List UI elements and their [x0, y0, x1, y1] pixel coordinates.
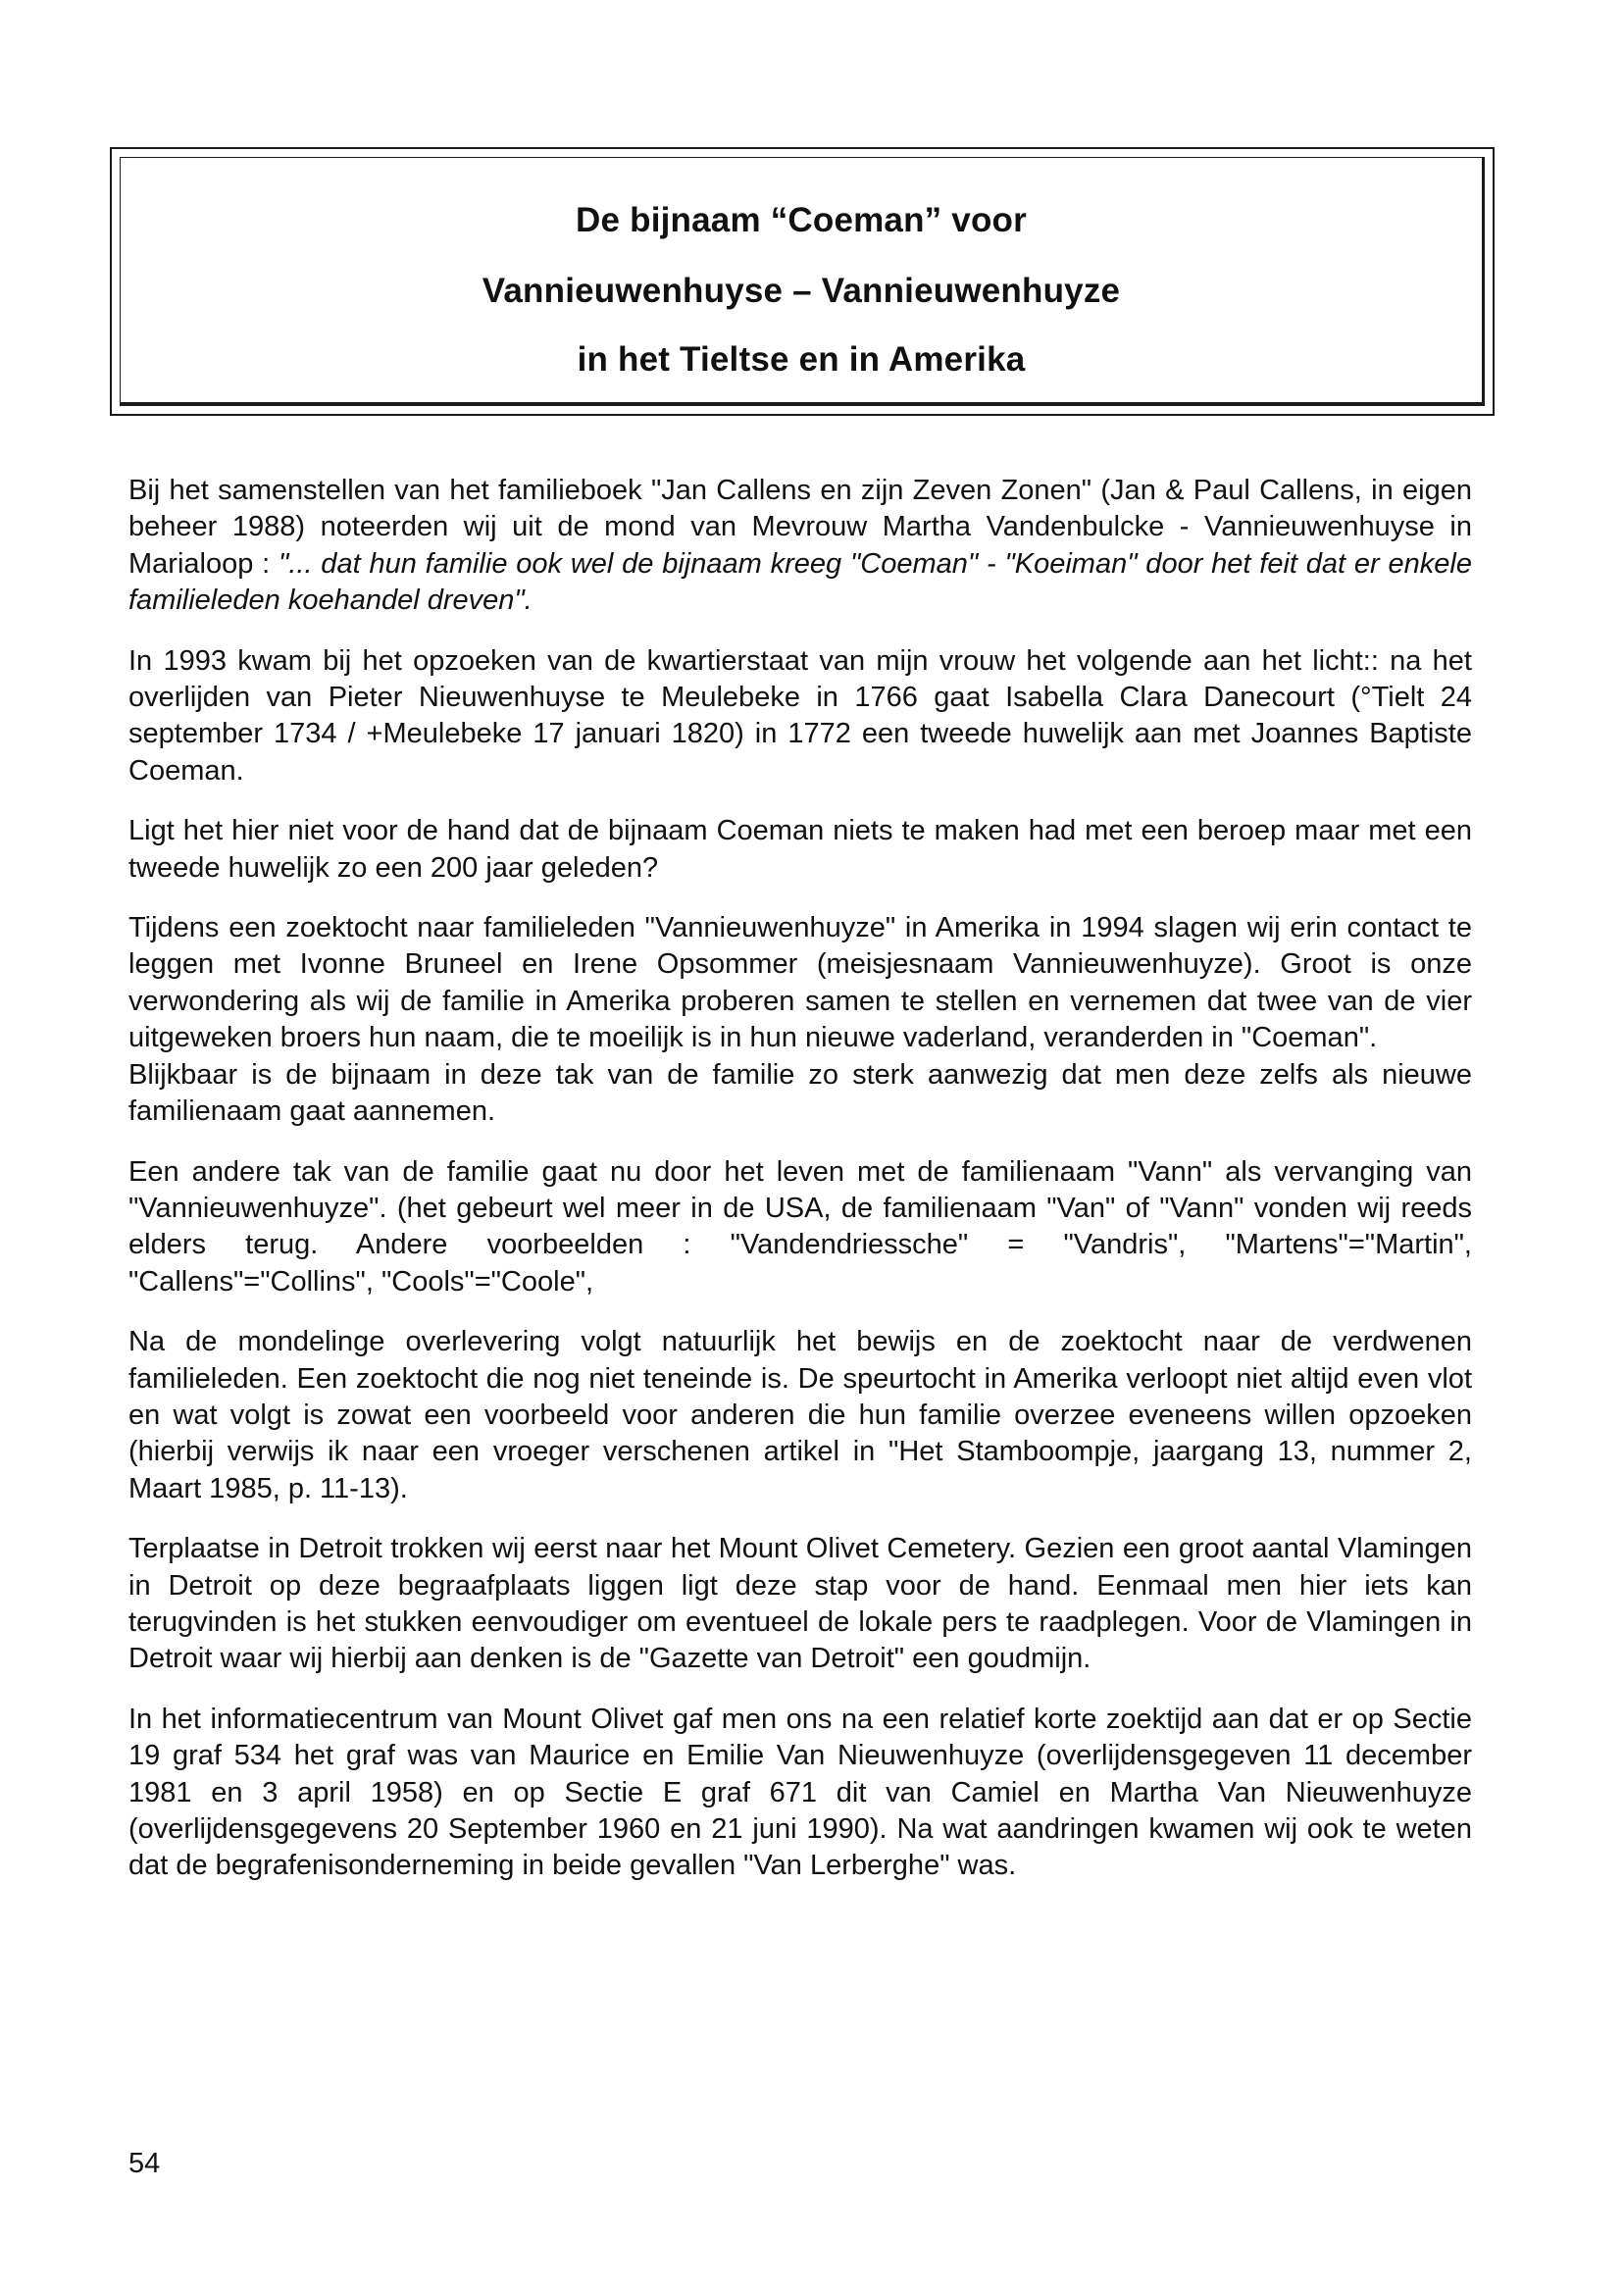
article-body [128, 473, 1472, 1909]
title-line-1: De bijnaam “Coeman” voor [576, 201, 1027, 239]
title-line-2: Vannieuwenhuyse – Vannieuwenhuyze [482, 272, 1121, 310]
paragraph-2: In 1993 kwam bij het opzoeken van de kwartierstaat van mijn vrouw het volgende aan het licht:: na het overlijden van Pieter Nieuwenhuyse te Meulebeke in 1766 gaat Isabella Clara Danecourt (°Tielt 24 september 1734 / +Meulebeke 17 januari 1820) in 1772 een tweede huwelijk aan met Joannes Baptiste Coeman. [128, 644, 1472, 787]
paragraph-4 [128, 910, 1472, 1130]
paragraph-3: Ligt het hier niet voor de hand dat de bijnaam Coeman niets te maken had met een beroep maar met een tweede huwelijk zo een 200 jaar geleden? [128, 815, 1472, 884]
paragraph-6: Na de mondelinge overlevering volgt natuurlijk het bewijs en de zoektocht naar de verdwenen familieleden. Een zoektocht die nog niet teneinde is. De speurtocht in Amerika verloopt niet altijd even vlot en wat volgt is zowat een voorbeeld voor anderen die hun familie overzee eveneens willen opzoeken (hierbij verwijs ik naar een vroeger verschenen artikel in "Het Stamboompje, jaargang 13, nummer 2, Maart 1985, p. 11-13). [128, 1326, 1472, 1504]
paragraph-1-text: Bij het samenstellen van het familieboek "Jan Callens en zijn Zeven Zonen" (Jan & Paul Callens, in eigen beheer 1988) noteerden wij uit de mond van Mevrouw Martha Vandenbulcke - Vannieuwenhuyse in Marialoop : [128, 475, 1472, 580]
paragraph-7: Terplaatse in Detroit trokken wij eerst naar het Mount Olivet Cemetery. Gezien een groot aantal Vlamingen in Detroit op deze begraafplaats liggen ligt deze stap voor de hand. Eenmaal men hier iets kan terugvinden is het stukken eenvoudiger om eventueel de lokale pers te raadplegen. Voor de Vlamingen in Detroit waar wij hierbij aan denken is de "Gazette van Detroit" een goudmijn. [128, 1533, 1472, 1675]
paragraph-4-part-a: Tijdens een zoektocht naar familieleden "Vannieuwenhuyze" in Amerika in 1994 slagen wij erin contact te leggen met Ivonne Bruneel en Irene Opsommer (meisjesnaam Vannieuwenhuyze). Groot is onze verwondering als wij de familie in Amerika proberen samen te stellen en vernemen dat twee van de vier uitgeweken broers hun naam, die te moeilijk is in hun nieuwe vaderland, veranderden in "Coeman". [128, 912, 1472, 1054]
paragraph-1 [128, 473, 1472, 620]
paragraph-1-quote: "... dat hun familie ook wel de bijnaam kreeg "Coeman" - "Koeiman" door het feit dat er enkele familieleden koehandel dreven". [128, 547, 1472, 617]
page-number: 54 [128, 2148, 161, 2179]
paragraph-5: Een andere tak van de familie gaat nu door het leven met de familienaam "Vann" als vervanging van "Vannieuwenhuyze". (het gebeurt wel meer in de USA, de familienaam "Van" of "Vann" vonden wij reeds elders terug. Andere voorbeelden : "Vandendriessche" = "Vandris", "Martens"="Martin", "Callens"="Collins", "Cools"="Coole", [128, 1155, 1472, 1298]
paragraph-4-part-b: Blijkbaar is de bijnaam in deze tak van de familie zo sterk aanwezig dat men deze zelfs als nieuwe familienaam gaat aannemen. [128, 1058, 1472, 1128]
title-box [110, 147, 1495, 416]
title-box-inner-border [120, 157, 1485, 406]
title-line-3: in het Tieltse en in Amerika [577, 340, 1026, 379]
paragraph-8: In het informatiecentrum van Mount Olivet gaf men ons na een relatief korte zoektijd aan dat er op Sectie 19 graf 534 het graf was van Maurice en Emilie Van Nieuwenhuyze (overlijdensgegeven 11 december 1981 en 3 april 1958) en op Sectie E graf 671 dit van Camiel en Martha Van Nieuwenhuyze (overlijdensgegevens 20 September 1960 en 21 juni 1990). Na wat aandringen kwamen wij ook te weten dat de begrafenisonderneming in beide gevallen "Van Lerberghe" was. [128, 1703, 1472, 1882]
